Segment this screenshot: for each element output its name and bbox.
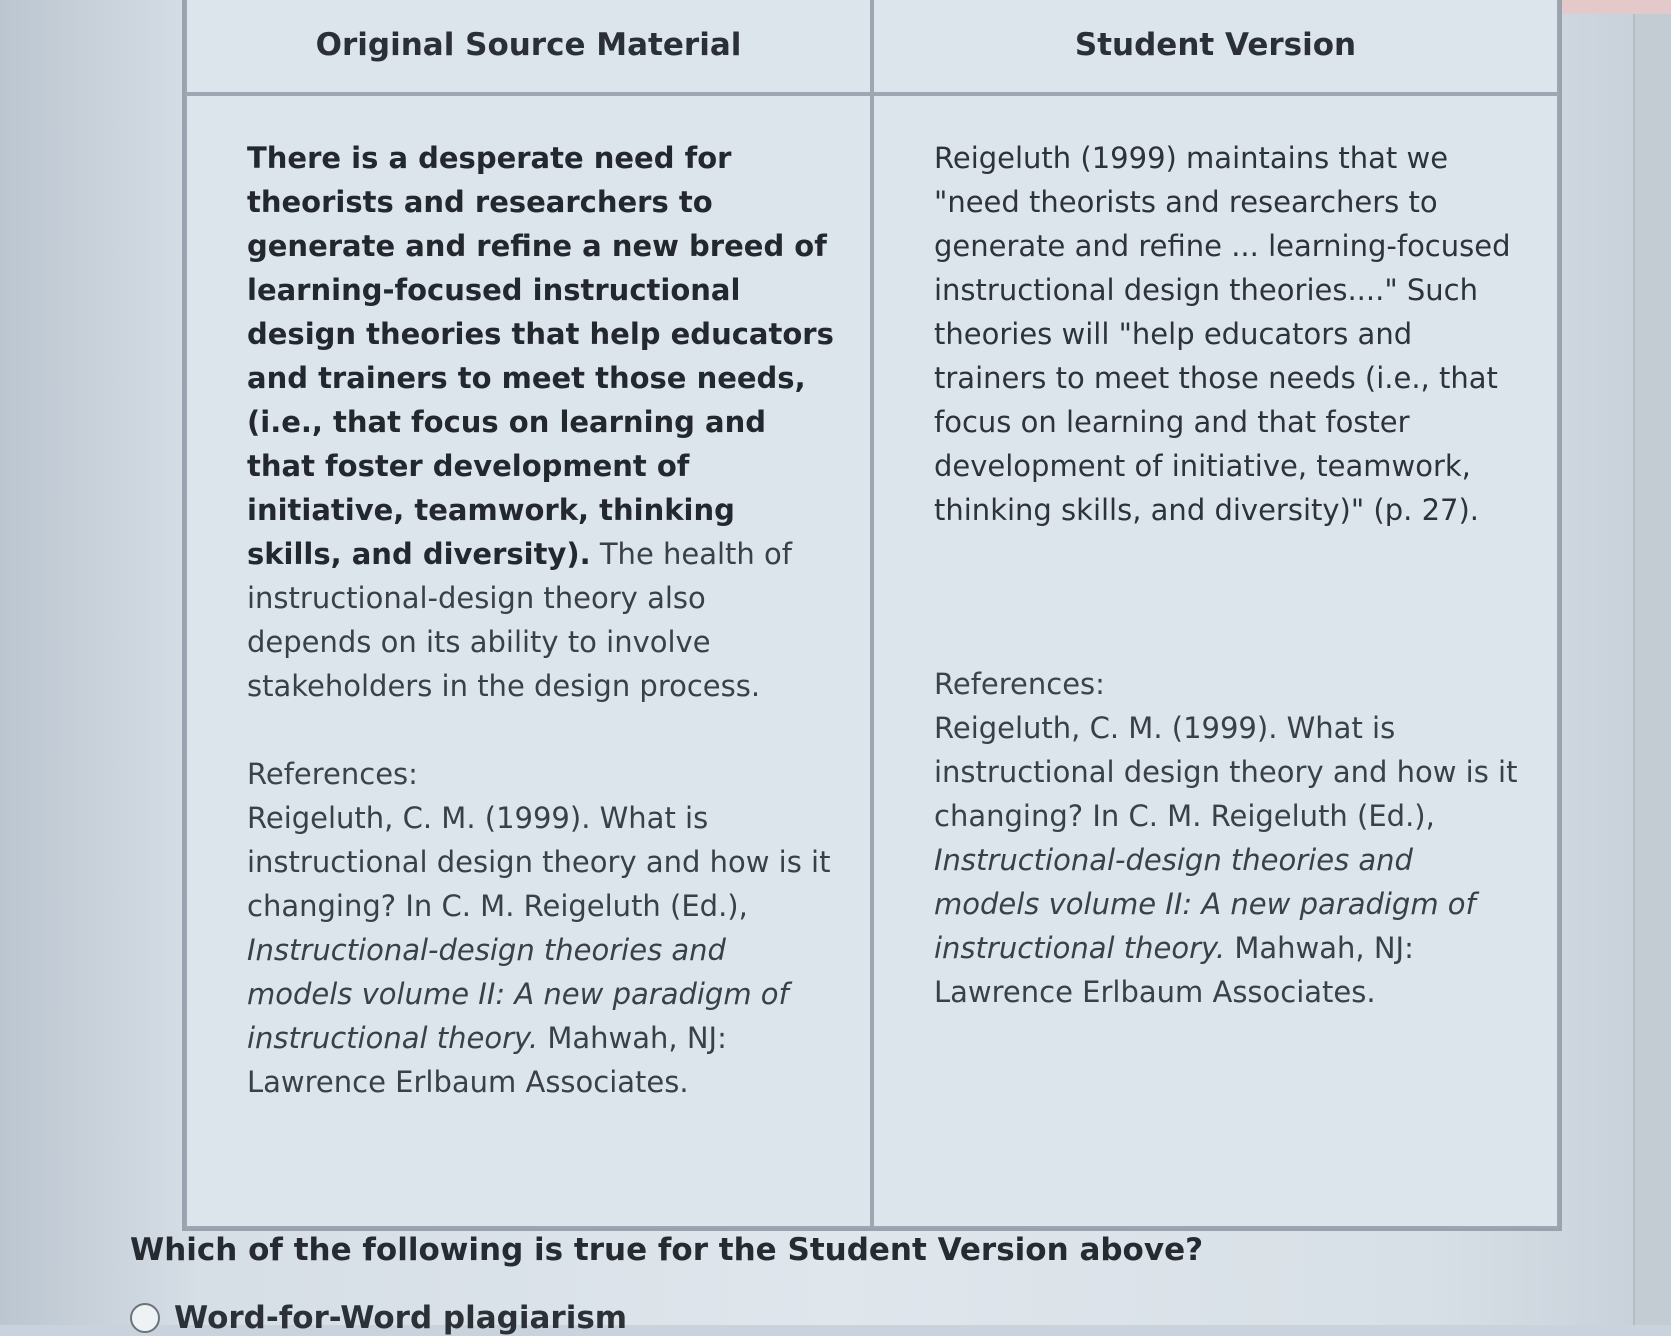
option-word-for-word[interactable] bbox=[130, 1300, 627, 1336]
student-reference: Reigeluth, C. M. (1999). What is instructional design theory and how is it changing? In C. M. Reigeluth (Ed.), Instructional-design theories and models volume II: A new paradigm of instructional theory. Mahwah, NJ: Lawrence Erlbaum Associates. bbox=[934, 711, 1518, 1009]
comparison-table bbox=[182, 0, 1562, 1231]
radio-button[interactable] bbox=[130, 1303, 160, 1333]
original-plain-text: The health of instructional-design theory also depends on its ability to involve stakeholders in the design process. bbox=[247, 537, 792, 703]
question-text: Which of the following is true for the Student Version above? bbox=[130, 1232, 1204, 1268]
right-edge bbox=[1633, 0, 1671, 1325]
original-bold-text: There is a desperate need for theorists and researchers to generate and refine a new breed of learning-focused instructional design theories that help educators and trainers to meet those needs, (i.e., that focus on learning and that foster development of initiative, teamwork, thinking skills, and diversity). bbox=[247, 141, 834, 571]
header-original: Original Source Material bbox=[185, 0, 872, 94]
student-text: Reigeluth (1999) maintains that we "need theorists and researchers to generate and refine ... learning-focused instructional design theories...." Such theories will "help educators and trainers to meet those needs (i.e., that focus on learning and that foster development of initiative, teamwork, thinking skills, and diversity)" (p. 27). bbox=[934, 141, 1511, 527]
original-references-label: References: bbox=[247, 757, 418, 791]
original-reference: Reigeluth, C. M. (1999). What is instructional design theory and how is it changing? In C. M. Reigeluth (Ed.), Instructional-design theories and models volume II: A new paradigm of instructional theory. Mahwah, NJ: Lawrence Erlbaum Associates. bbox=[247, 801, 831, 1099]
student-cell bbox=[872, 94, 1559, 1228]
option-label: Word-for-Word plagiarism bbox=[174, 1300, 628, 1336]
header-student: Student Version bbox=[872, 0, 1559, 94]
original-cell bbox=[185, 94, 872, 1228]
student-references-label: References: bbox=[934, 667, 1105, 701]
